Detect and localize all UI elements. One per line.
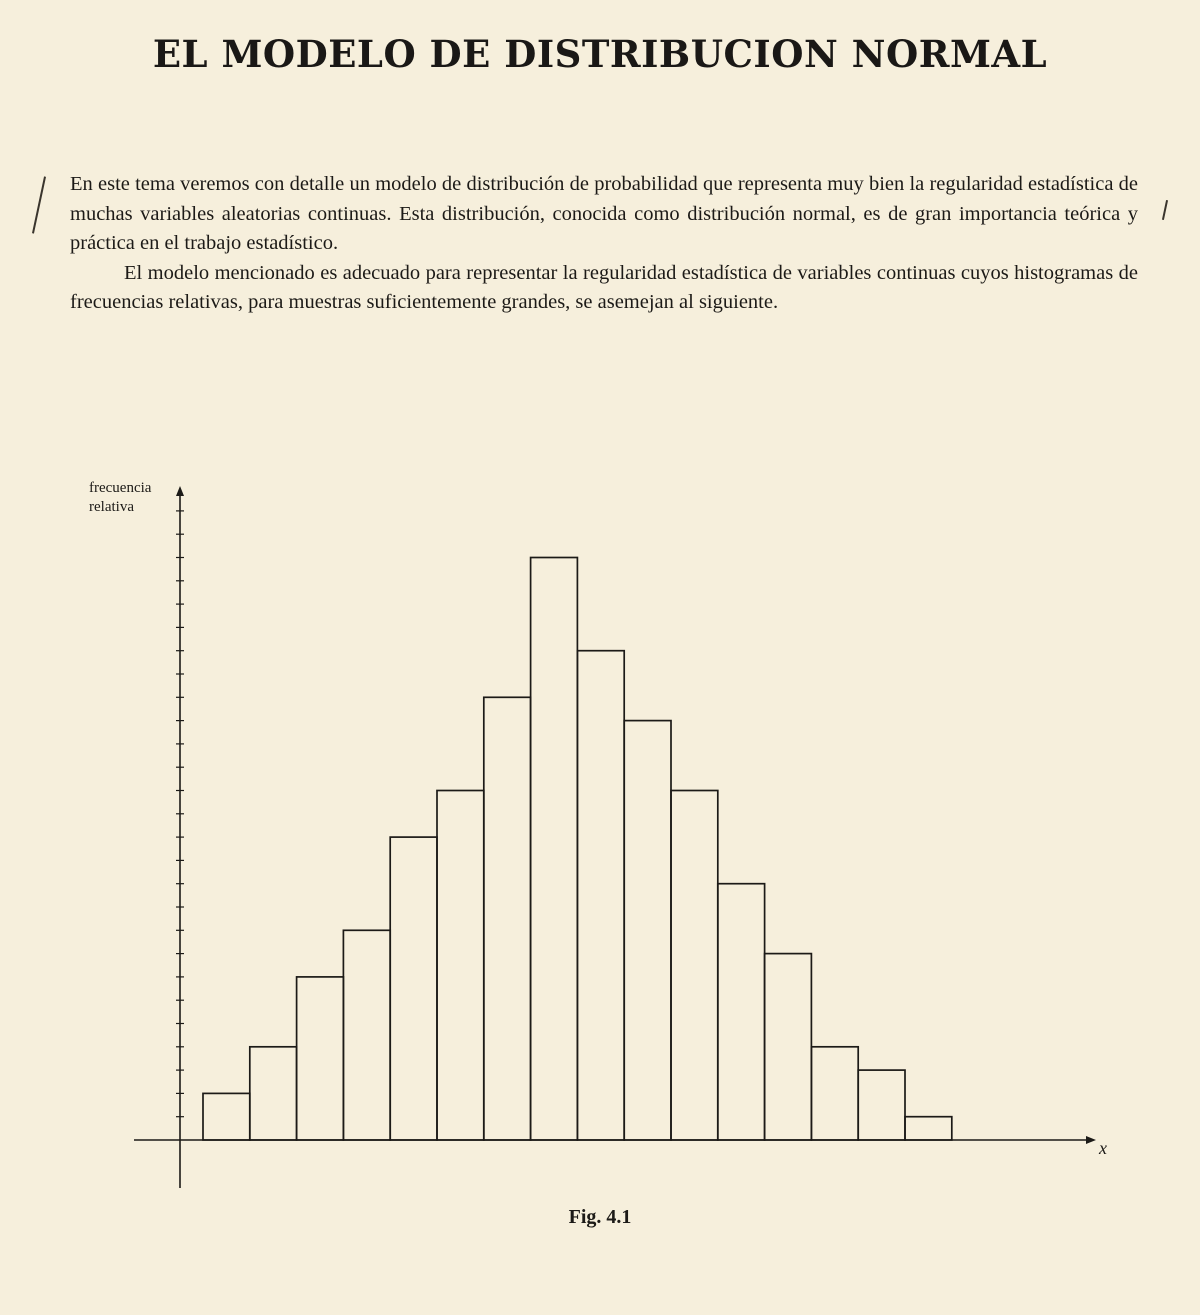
histogram-bar (484, 697, 531, 1140)
histogram-bar (250, 1047, 297, 1140)
histogram-bar (905, 1117, 952, 1140)
histogram-bar (203, 1093, 250, 1140)
y-axis-label-line2: relativa (89, 499, 134, 515)
y-axis-arrow-icon (176, 486, 184, 496)
histogram-bar (390, 837, 437, 1140)
histogram-bar (437, 791, 484, 1141)
page-title: EL MODELO DE DISTRIBUCION NORMAL (152, 32, 1048, 76)
figure-caption: Fig. 4.1 (568, 1206, 632, 1228)
histogram-bar (718, 884, 765, 1140)
histogram-bar (858, 1070, 905, 1140)
paragraph-1: En este tema veremos con detalle un modelo de distribución de probabilidad que representa muy bien la regularidad estadística de muchas variables aleatorias continuas. Esta distribución, conocida como distribución normal, es de gran importancia teórica y práctica en el trabajo estadístico. (70, 173, 1138, 254)
histogram-bar (671, 791, 718, 1141)
histogram-bar (343, 930, 390, 1140)
histogram-bar (297, 977, 344, 1140)
histogram-bar (531, 558, 578, 1141)
x-axis-arrow-icon (1086, 1136, 1096, 1144)
paragraph-2: El modelo mencionado es adecuado para representar la regularidad estadística de variables continuas cuyos histogramas de frecuencias relativas, para muestras suficientemente grandes, se asemejan al siguiente. (70, 261, 1138, 313)
histogram-bar (811, 1047, 858, 1140)
x-axis-label: x (1099, 1138, 1107, 1158)
histogram-bar (577, 651, 624, 1140)
histogram-bar (624, 721, 671, 1140)
histogram-bar (765, 954, 812, 1140)
y-axis-label-line1: frecuencia (89, 480, 152, 496)
